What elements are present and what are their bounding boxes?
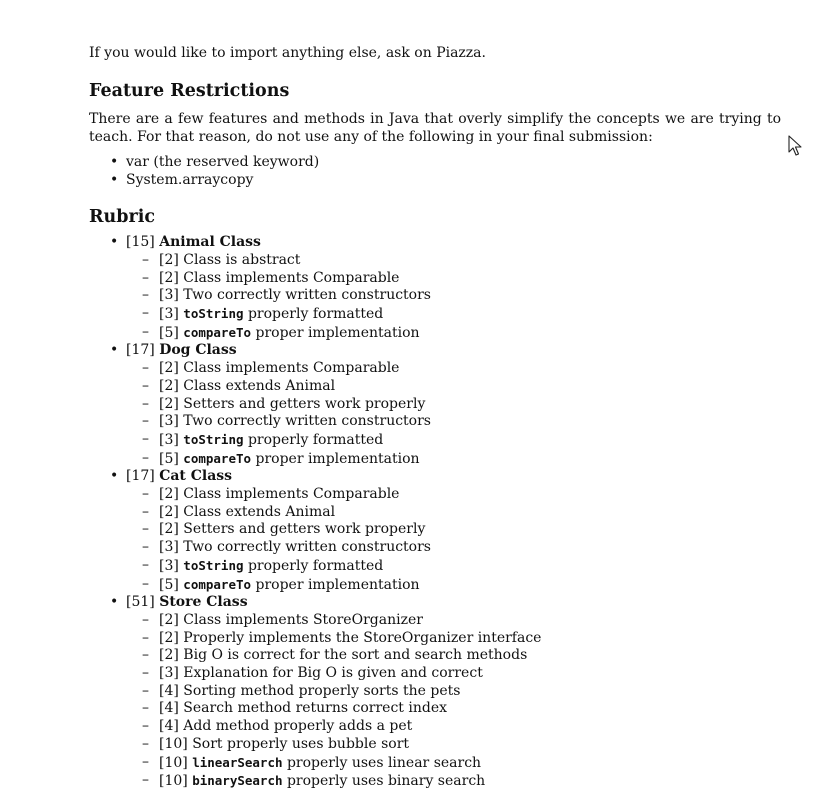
item-text: properly formatted [247, 306, 384, 322]
item-text: properly formatted [247, 431, 384, 448]
item-points: [2] [159, 629, 179, 646]
item-points: [3] [159, 665, 179, 682]
item-text: Class implements StoreOrganizer [183, 611, 423, 628]
item-code: compareTo [183, 450, 252, 466]
dash-icon: – [142, 323, 149, 340]
rubric-sublist [126, 486, 789, 594]
item-text: proper implementation [255, 450, 420, 467]
dash-icon: – [142, 611, 149, 628]
item-points: [10] [159, 754, 188, 771]
list-item: • System.arraycopy [89, 172, 789, 190]
dash-icon: – [142, 503, 149, 520]
item-text: proper implementation [255, 324, 420, 341]
item-points: [2] [159, 377, 179, 394]
rubric-item [126, 504, 789, 522]
dash-icon: – [142, 629, 149, 646]
dash-icon: – [142, 772, 149, 789]
item-points: [4] [159, 718, 179, 735]
item-points: [4] [159, 700, 179, 717]
item-text: Class extends Animal [183, 503, 336, 520]
dash-icon: – [142, 700, 149, 717]
dash-icon: – [142, 413, 149, 430]
item-points: [2] [159, 611, 179, 628]
rubric-item [126, 754, 789, 773]
rubric-item [126, 647, 789, 665]
rubric-item [126, 413, 789, 431]
section-title: Dog Class [159, 342, 237, 359]
item-text: Setters and getters work properly [183, 521, 426, 538]
rubric-section [89, 594, 789, 791]
item-text: Big O is correct for the sort and search methods [183, 647, 528, 664]
item-points: [5] [159, 576, 179, 593]
item-code: linearSearch [192, 754, 283, 770]
item-points: [3] [159, 431, 179, 448]
item-points: [3] [159, 413, 179, 430]
dash-icon: – [142, 665, 149, 682]
item-points: [5] [159, 324, 179, 341]
item-points: [2] [159, 503, 179, 520]
item-text: Sorting method properly sorts the pets [183, 682, 461, 699]
rubric-sublist [126, 252, 789, 343]
section-points: [17] [126, 468, 155, 485]
item-code: binarySearch [192, 773, 283, 789]
item-text: Two correctly written constructors [183, 287, 431, 304]
dash-icon: – [142, 360, 149, 377]
item-points: [3] [159, 539, 179, 556]
document-page [89, 44, 789, 791]
item-text: Class implements Comparable [183, 269, 400, 286]
rubric-item [126, 736, 789, 754]
dash-icon: – [142, 521, 149, 538]
rubric-item [126, 431, 789, 450]
item-points: [2] [159, 360, 179, 377]
section-points: [17] [126, 342, 155, 359]
item-text: Explanation for Big O is given and correct [183, 665, 483, 682]
rubric-item [126, 539, 789, 557]
bullet-icon: • [110, 342, 119, 359]
item-text: Class is abstract [183, 251, 301, 268]
rubric-section [89, 234, 789, 342]
feature-restrictions-heading: Feature Restrictions [89, 81, 290, 101]
dash-icon: – [142, 753, 149, 770]
item-points: [10] [159, 735, 188, 752]
rubric-item [126, 486, 789, 504]
intro-text: If you would like to import anything else, ask on Piazza. [89, 45, 486, 61]
item-points: [3] [159, 557, 179, 574]
bullet-icon: • [110, 234, 119, 251]
rubric-sublist [126, 360, 789, 468]
item-code: toString [183, 431, 244, 447]
item-code: toString [183, 557, 244, 573]
item-text: Class implements Comparable [183, 360, 400, 377]
item-code: toString [183, 306, 244, 321]
bullet-icon: • [110, 468, 119, 485]
rubric-item [126, 612, 789, 630]
rubric-item [126, 772, 789, 791]
item-points: [2] [159, 395, 179, 412]
item-text: Search method returns correct index [183, 700, 448, 717]
item-points: [10] [159, 773, 188, 790]
rubric-item [126, 630, 789, 648]
rubric-item [126, 270, 789, 288]
dash-icon: – [142, 251, 149, 268]
rubric-item [126, 252, 789, 270]
dash-icon: – [142, 269, 149, 286]
rubric-item [126, 521, 789, 539]
item-text: Two correctly written constructors [183, 413, 431, 430]
item-text: properly formatted [247, 557, 384, 574]
item-points: [5] [159, 450, 179, 467]
item-text: Add method properly adds a pet [183, 718, 413, 735]
rubric-heading: Rubric [89, 207, 156, 228]
rubric-item [126, 378, 789, 396]
rubric-item [126, 287, 789, 305]
dash-icon: – [142, 718, 149, 735]
item-points: [2] [159, 647, 179, 664]
dash-icon: – [142, 377, 149, 394]
item-points: [2] [159, 269, 179, 286]
dash-icon: – [142, 449, 149, 466]
dash-icon: – [142, 575, 149, 592]
section-title: Store Class [159, 594, 248, 611]
rubric-item [126, 396, 789, 414]
item-text: Sort properly uses bubble sort [192, 735, 410, 752]
section-points: [51] [126, 594, 155, 611]
item-points: [3] [159, 287, 179, 304]
feature-restrictions-paragraph: There are a few features and methods in Java that overly simplify the concepts we are trying to teach. For that reason, do not use any of the following in your final submission: [89, 111, 781, 145]
item-text: Class implements Comparable [183, 486, 400, 503]
item-text: Setters and getters work properly [183, 395, 426, 412]
item-points: [4] [159, 682, 179, 699]
mouse-pointer-icon [788, 135, 802, 157]
rubric-item [126, 665, 789, 683]
rubric-sublist [126, 612, 789, 791]
dash-icon: – [142, 682, 149, 699]
section-title: Cat Class [159, 468, 233, 485]
item-text: Class extends Animal [183, 377, 336, 394]
item-points: [2] [159, 521, 179, 538]
dash-icon: – [142, 539, 149, 556]
item-code: compareTo [183, 324, 252, 340]
rubric-item [126, 360, 789, 378]
rubric-item [126, 576, 789, 595]
item-points: [2] [159, 251, 179, 268]
dash-icon: – [142, 735, 149, 752]
rubric-section [89, 342, 789, 468]
dash-icon: – [142, 305, 149, 321]
rubric-item [126, 324, 789, 343]
item-points: [3] [159, 306, 179, 322]
list-item: • var (the reserved keyword) [89, 154, 789, 172]
bullet-icon: • [110, 594, 119, 611]
dash-icon: – [142, 287, 149, 304]
dash-icon: – [142, 486, 149, 503]
feature-restrictions-list [89, 154, 789, 189]
rubric-item [126, 305, 789, 324]
rubric-item [126, 718, 789, 736]
rubric-item [126, 683, 789, 701]
section-title: Animal Class [159, 234, 261, 251]
rubric-list [89, 234, 789, 791]
rubric-item [126, 450, 789, 469]
item-points: [2] [159, 486, 179, 503]
item-text: proper implementation [255, 576, 420, 593]
rubric-item [126, 700, 789, 718]
rubric-section [89, 468, 789, 594]
item-text: Two correctly written constructors [183, 539, 431, 556]
section-points: [15] [126, 234, 155, 251]
item-code: compareTo [183, 576, 252, 592]
item-text: properly uses binary search [286, 773, 486, 790]
dash-icon: – [142, 430, 149, 447]
dash-icon: – [142, 395, 149, 412]
dash-icon: – [142, 556, 149, 573]
dash-icon: – [142, 647, 149, 664]
item-text: Properly implements the StoreOrganizer interface [183, 629, 542, 646]
rubric-item [126, 557, 789, 576]
item-text: properly uses linear search [286, 754, 482, 771]
